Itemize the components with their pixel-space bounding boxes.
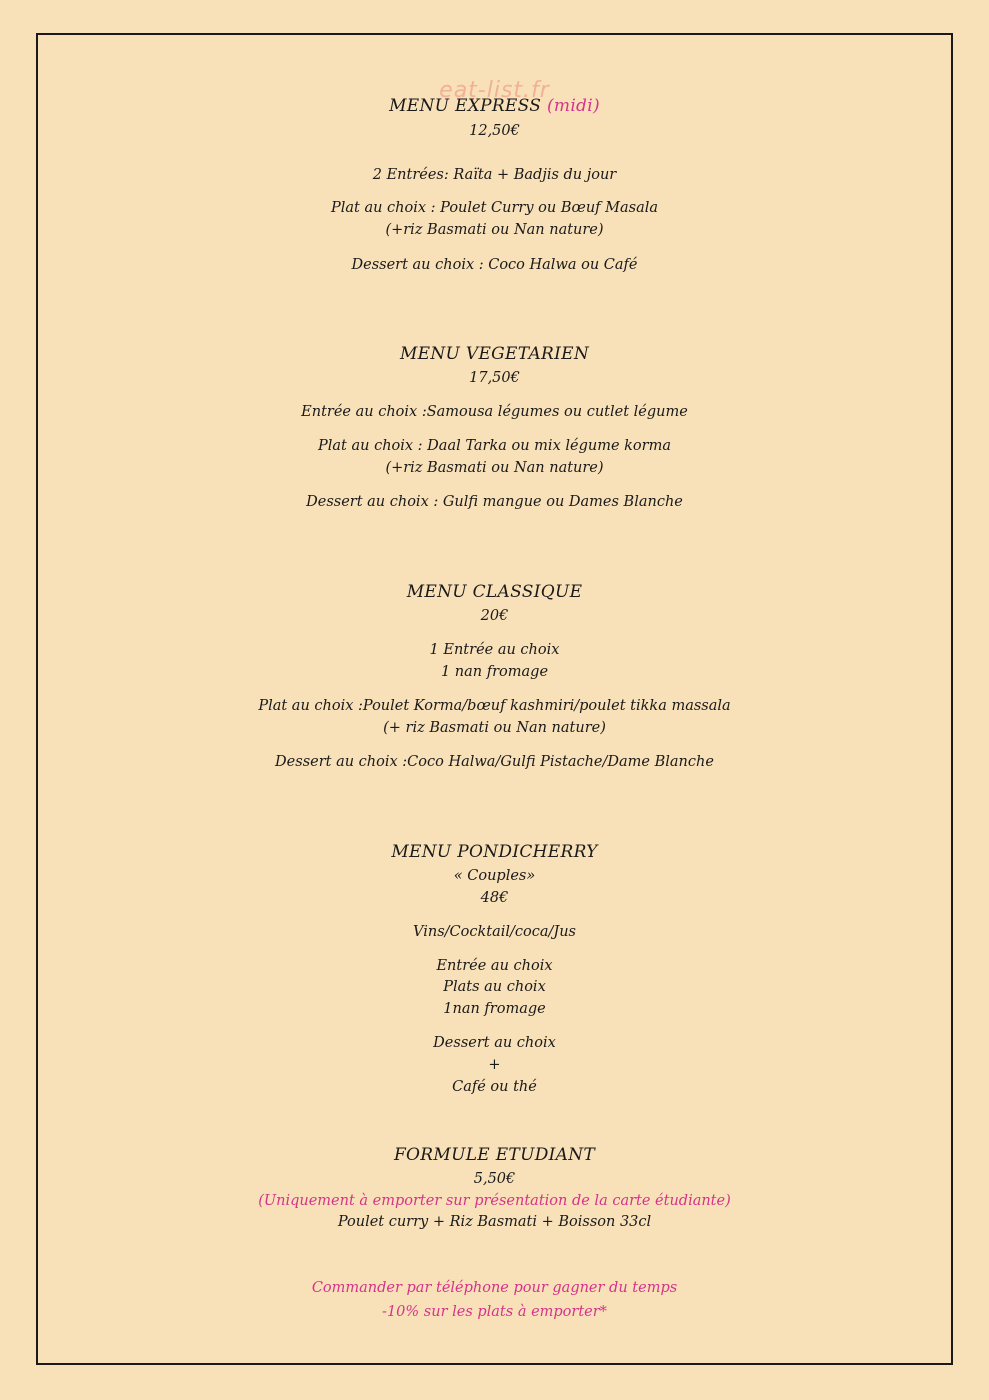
menu-pondicherry-subtitle: « Couples»: [453, 868, 536, 884]
menu-express-dessert: Dessert au choix : Coco Halwa ou Café: [351, 257, 638, 273]
menu-vegetarien-accomp: (+riz Basmati ou Nan nature): [385, 460, 604, 476]
formule-etudiant-price: 5,50€: [473, 1171, 516, 1187]
menu-express-title-note: (midi): [546, 96, 600, 116]
menu-classique-entree: 1 Entrée au choix: [429, 642, 560, 658]
menu-vegetarien-entree: Entrée au choix :Samousa légumes ou cutlet légume: [301, 404, 688, 420]
menu-pondicherry-entree: Entrée au choix: [436, 958, 553, 974]
menu-pondicherry-cafe: Café ou thé: [452, 1079, 537, 1095]
formule-etudiant-title: FORMULE ETUDIANT: [393, 1145, 596, 1165]
menu-express-price: 12,50€: [469, 123, 520, 139]
menu-classique-dessert: Dessert au choix :Coco Halwa/Gulfi Pistache/Dame Blanche: [275, 754, 714, 770]
menu-vegetarien-plat: Plat au choix : Daal Tarka ou mix légume korma: [318, 438, 671, 454]
menu-express-title: [0, 96, 989, 116]
menu-classique-plat: Plat au choix :Poulet Korma/bœuf kashmiri/poulet tikka massala: [258, 698, 731, 714]
footer-phone-order: Commander par téléphone pour gagner du temps: [311, 1280, 678, 1296]
menu-pondicherry-price: 48€: [480, 890, 509, 906]
menu-classique-nan: 1 nan fromage: [440, 664, 549, 680]
menu-pondicherry-boissons: Vins/Cocktail/coca/Jus: [413, 924, 576, 940]
menu-express-plat: Plat au choix : Poulet Curry ou Bœuf Masala: [330, 200, 658, 216]
menu-express-entrees: 2 Entrées: Raïta + Badjis du jour: [372, 167, 617, 183]
menu-pondicherry-title: MENU PONDICHERRY: [391, 842, 598, 862]
formule-etudiant-items: Poulet curry + Riz Basmati + Boisson 33cl: [337, 1214, 652, 1230]
menu-express-title-text: MENU EXPRESS: [389, 96, 542, 116]
menu-vegetarien-title: MENU VEGETARIEN: [399, 344, 590, 364]
menu-vegetarien-price: 17,50€: [469, 370, 520, 386]
menu-vegetarien-dessert: Dessert au choix : Gulfi mangue ou Dames Blanche: [306, 494, 683, 510]
menu-classique-title: MENU CLASSIQUE: [406, 582, 583, 602]
menu-pondicherry-dessert: Dessert au choix: [433, 1035, 556, 1051]
menu-classique-accomp: (+ riz Basmati ou Nan nature): [383, 720, 606, 736]
menu-pondicherry-nan: 1nan fromage: [443, 1001, 546, 1017]
menu-express-accomp: (+riz Basmati ou Nan nature): [385, 222, 604, 238]
menu-pondicherry-plus: +: [488, 1057, 501, 1073]
formule-etudiant-note: (Uniquement à emporter sur présentation de la carte étudiante): [258, 1193, 731, 1209]
menu-classique-price: 20€: [480, 608, 509, 624]
footer-discount: -10% sur les plats à emporter*: [382, 1304, 607, 1320]
menu-pondicherry-plats: Plats au choix: [443, 979, 546, 995]
watermark: eat-list.fr: [439, 78, 550, 103]
